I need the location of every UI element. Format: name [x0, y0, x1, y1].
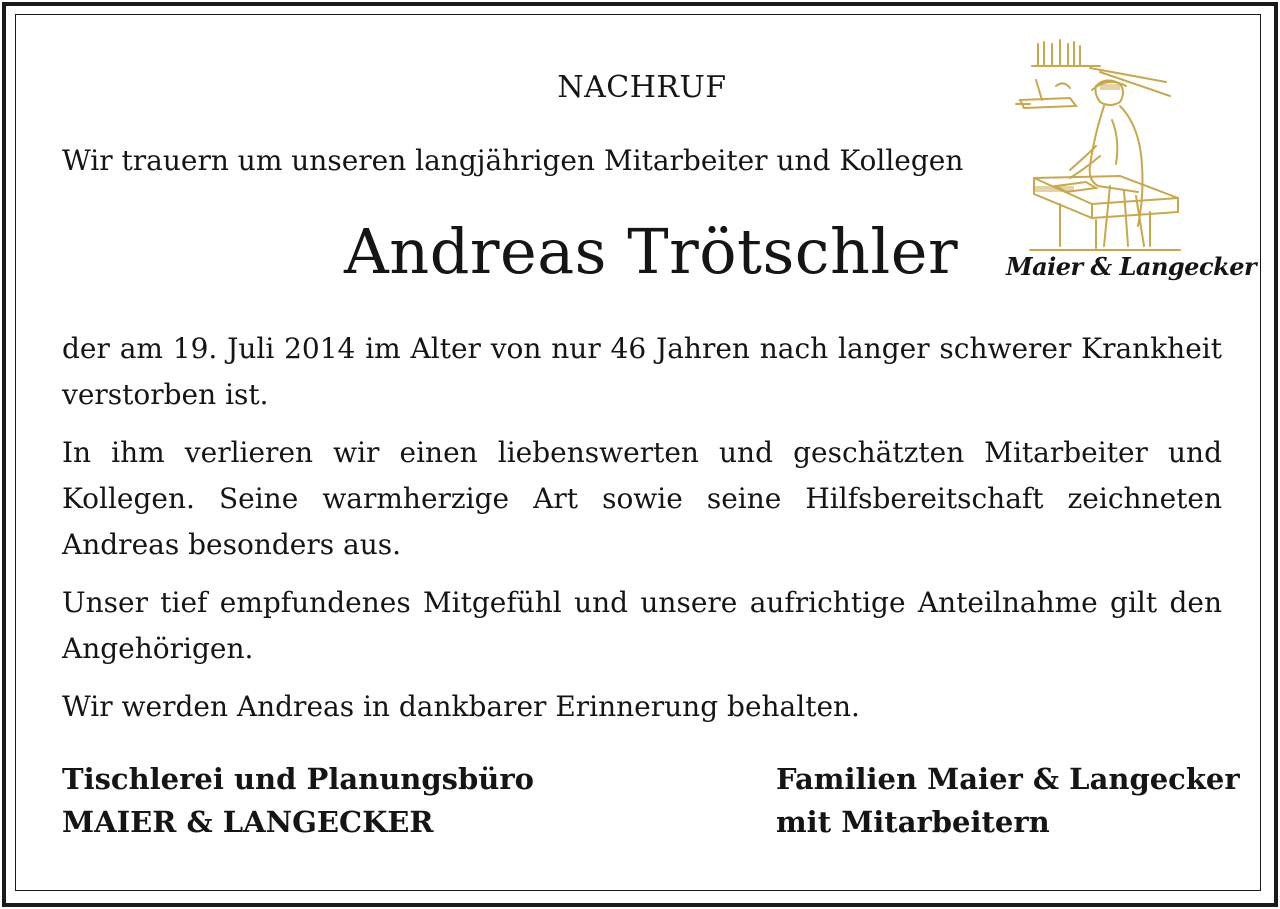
paragraph-4: Wir werden Andreas in dankbarer Erinnerung behalten.	[62, 690, 860, 723]
paragraph-3: Unser tief empfundenes Mitgefühl und unsere aufrichtige Anteilnahme gilt den Angehörigen.	[62, 586, 1222, 665]
signature-company	[62, 758, 534, 844]
obituary-heading: NACHRUF	[557, 70, 727, 105]
intro-line: Wir trauern um unseren langjährigen Mitarbeiter und Kollegen	[62, 144, 964, 177]
logo-wordmark: Maier & Langecker	[1006, 252, 1257, 281]
signature-families-line-2: mit Mitarbeitern	[776, 805, 1050, 839]
carpenter-illustration-icon	[1000, 36, 1232, 256]
signature-company-line-1: Tischlerei und Planungsbüro	[62, 762, 534, 796]
signature-families-line-1: Familien Maier & Langecker	[776, 762, 1240, 796]
paragraph-1: der am 19. Juli 2014 im Alter von nur 46 Jahren nach langer schwerer Krankheit verstorben ist.	[62, 332, 1222, 411]
paragraph-2: In ihm verlieren wir einen liebenswerten und geschätzten Mitarbeiter und Kollegen. Seine warmherzige Art sowie seine Hilfsbereitschaft zeichneten Andreas besonders aus.	[62, 436, 1222, 561]
signature-company-line-2: MAIER & LANGECKER	[62, 805, 434, 839]
signature-families	[776, 758, 1240, 844]
deceased-name: Andreas Trötschler	[344, 215, 959, 288]
